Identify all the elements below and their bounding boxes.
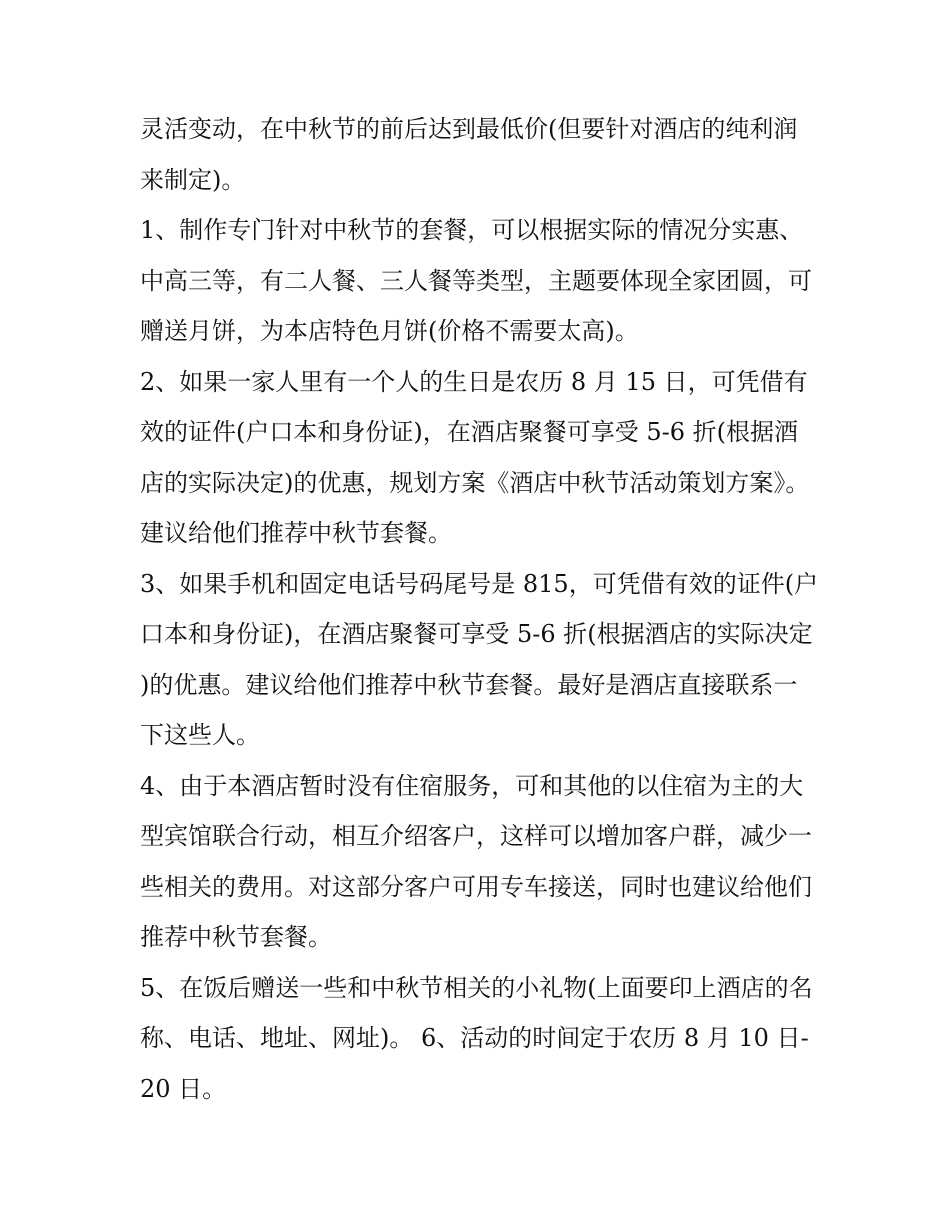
- paragraph-item-1: 1、制作专门针对中秋节的套餐，可以根据实际的情况分实惠、中高三等，有二人餐、三人餐等类型，主题要体现全家团圆，可赠送月饼，为本店特色月饼(价格不需要太高)。: [140, 216, 812, 345]
- paragraph-item-2: 2、如果一家人里有一个人的生日是农历 8 月 15 日，可凭借有效的证件(户口本和身份证)，在酒店聚餐可享受 5-6 折(根据酒店的实际决定)的优惠，规划方案《酒店中秋节活动策划方案》。建议给他们推荐中秋节套餐。: [140, 367, 810, 547]
- paragraph-item-4: 4、由于本酒店暂时没有住宿服务，可和其他的以住宿为主的大型宾馆联合行动，相互介绍客户，这样可以增加客户群，减少一些相关的费用。对这部分客户可用专车接送，同时也建议给他们推荐中秋节套餐。: [140, 771, 812, 951]
- paragraph-item-3: 3、如果手机和固定电话号码尾号是 815，可凭借有效的证件(户口本和身份证)，在酒店聚餐可享受 5-6 折(根据酒店的实际决定)的优惠。建议给他们推荐中秋节套餐。最好是酒店直接联系一下这些人。: [140, 569, 819, 749]
- paragraph-pricing-continuation: 灵活变动，在中秋节的前后达到最低价(但要针对酒店的纯利润来制定)。: [140, 115, 798, 194]
- document-body: [140, 104, 820, 1114]
- paragraph-item-5-6: 5、在饭后赠送一些和中秋节相关的小礼物(上面要印上酒店的名称、电话、地址、网址)。 6、活动的时间定于农历 8 月 10 日-20 日。: [140, 973, 813, 1103]
